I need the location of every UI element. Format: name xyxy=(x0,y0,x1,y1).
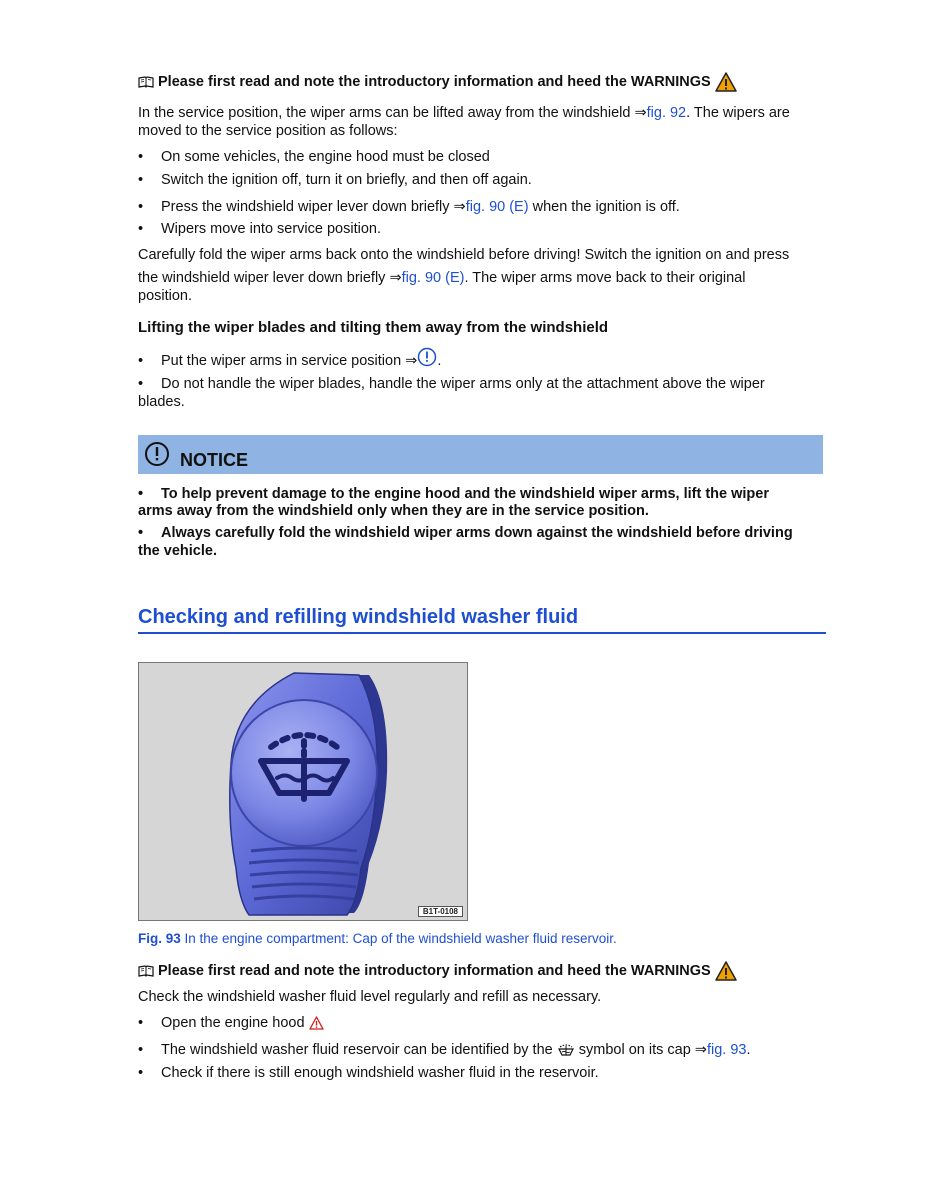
list-item-text: Do not handle the wiper blades, handle the wiper arms only at the attachment above the wiper xyxy=(161,376,765,392)
fig-90-link[interactable]: fig. 90 (E) xyxy=(401,270,465,286)
washer-cap-illustration xyxy=(139,663,467,920)
list-item-text: blades. xyxy=(138,394,185,410)
para-text: moved to the service position as follows: xyxy=(138,123,398,139)
notice-item-text: To help prevent damage to the engine hood and the windshield wiper arms, lift the wiper xyxy=(161,486,769,502)
list-item-text: Press the windshield wiper lever down briefly ⇒ xyxy=(161,199,466,215)
fig-92-link[interactable]: fig. 92 xyxy=(646,105,687,121)
list-item-text: . xyxy=(437,353,442,369)
subheading: Lifting the wiper blades and tilting them away from the windshield xyxy=(138,319,609,336)
notice-item-text: the vehicle. xyxy=(138,543,217,559)
intro-line-2 xyxy=(138,961,737,981)
fig-90-link[interactable]: fig. 90 (E) xyxy=(465,199,529,215)
list-item-text: when the ignition is off. xyxy=(528,199,680,215)
list-item-text: Open the engine hood xyxy=(161,1015,305,1031)
warning-triangle-icon xyxy=(715,961,737,981)
fig-93-link[interactable]: fig. 93 xyxy=(706,1042,747,1058)
para-text: Check the windshield washer fluid level regularly and refill as necessary. xyxy=(138,989,602,1005)
section-title: Checking and refilling windshield washer fluid xyxy=(138,606,826,634)
book-icon xyxy=(138,965,154,977)
list-item-text: Check if there is still enough windshield washer fluid in the reservoir. xyxy=(161,1065,599,1081)
notice-banner xyxy=(138,435,823,474)
list-item-text: Switch the ignition off, turn it on briefly, and then off again. xyxy=(161,172,532,188)
caption-text: In the engine compartment: Cap of the windshield washer fluid reservoir. xyxy=(180,931,617,946)
para-text: the windshield wiper lever down briefly ⇒ xyxy=(138,270,402,286)
list-item-text: . xyxy=(746,1042,751,1058)
notice-circle-icon[interactable] xyxy=(417,347,437,367)
list-item-text: On some vehicles, the engine hood must be closed xyxy=(161,149,490,165)
intro-text: Please first read and note the introductory information and heed the WARNINGS xyxy=(158,963,711,979)
para-text: . The wiper arms move back to their original xyxy=(464,270,746,286)
paragraph-line xyxy=(138,269,745,287)
washer-fluid-icon xyxy=(557,1043,575,1057)
para-text: position. xyxy=(138,288,193,304)
list-item-text: The windshield washer fluid reservoir can be identified by the xyxy=(161,1042,553,1058)
figure-washer-cap xyxy=(138,662,468,921)
para-text: Carefully fold the wiper arms back onto the windshield before driving! Switch the ignition on and press xyxy=(138,247,790,263)
list-item-text: Put the wiper arms in service position ⇒ xyxy=(161,353,418,369)
figure-code: B1T-0108 xyxy=(418,906,463,917)
list-item-text: symbol on its cap ⇒ xyxy=(574,1042,707,1058)
intro-text: Please first read and note the introductory information and heed the WARNINGS xyxy=(158,74,711,90)
list-item-text: Wipers move into service position. xyxy=(161,221,381,237)
para-text: . The wipers are xyxy=(686,105,790,121)
notice-circle-icon xyxy=(144,441,170,467)
figure-caption xyxy=(138,930,617,948)
book-icon xyxy=(138,76,154,88)
para-text: In the service position, the wiper arms can be lifted away from the windshield ⇒ xyxy=(138,105,647,121)
warning-triangle-icon[interactable] xyxy=(309,1016,324,1030)
notice-item-text: Always carefully fold the windshield wiper arms down against the windshield before driving xyxy=(161,525,793,541)
notice-item-text: arms away from the windshield only when they are in the service position. xyxy=(138,503,649,519)
notice-label: NOTICE xyxy=(180,450,249,470)
caption-label: Fig. 93 xyxy=(138,931,181,946)
warning-triangle-icon xyxy=(715,72,737,92)
paragraph-service-position xyxy=(138,104,790,122)
intro-line-1 xyxy=(138,72,737,92)
